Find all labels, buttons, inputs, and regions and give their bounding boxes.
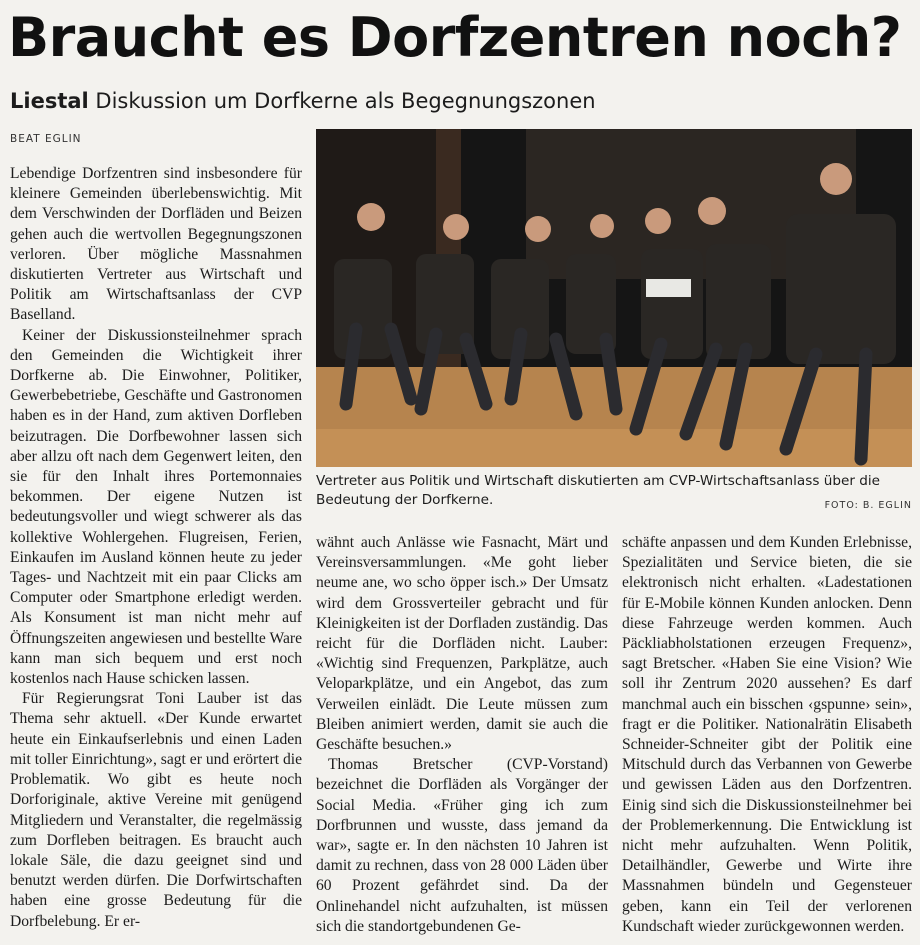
byline: BEAT EGLIN (10, 133, 82, 145)
photo-caption: Vertreter aus Politik und Wirtschaft diskutierten am CVP-Wirtschaftsanlass über die Bedeutung der Dorfkerne. (316, 473, 881, 508)
paragraph: wähnt auch Anlässe wie Fasnacht, Märt und Vereinsversammlungen. «Me goht lieber neume ane, wo scho öpper isch.» Der Umsatz wird dem Grossverteiler gebracht und für Kleinigkeiten ist der Dorfladen zuständig. Das reicht für die Dorfläden nicht. Lauber: «Wichtig sind Frequenzen, Parkplätze, auch Veloparkplätze, und ein Angebot, das zum Verweilen einlädt. Die Leute müssen zum Bleiben animiert werden, damit sie auch die Geschäfte besuchen.» (316, 534, 608, 754)
paragraph: Thomas Bretscher (CVP-Vorstand) bezeichnet die Dorfläden als Vorgänger der Social Media. «Früher ging ich zum Dorfbrunnen und wusste, dass jemand da war», sagte er. In den nächsten 10 Jahren ist damit zu rechnen, dass von 28 000 Läden über 60 Prozent gefährdet sind. Da der Onlinehandel nicht aufzuhalten, ist müssen sich die standortgebundenen Ge- (316, 756, 608, 935)
paragraph: schäfte anpassen und dem Kunden Erlebnisse, Spezialitäten und Service bieten, die sie elektronisch nicht erhalten. «Ladestationen für E-Mobile können Kunden anlocken. Denn diese Fahrzeuge werden kommen. Auch Päckliabholstationen erzeugen Frequenz», sagt Bretscher. «Haben Sie eine Vision? Wie soll ihr Zentrum 2020 aussehen? Es darf manchmal auch ein bisschen ‹gspunne› sein», fragt er die Politiker. Nationalrätin Elisabeth Schneider-Schneiter gibt der Politik eine Mitschuld durch das Verbannen von Gewerbe und gewissen Läden aus den Dorfzentren. Einig sind sich die Diskussionsteilnehmer bei der Problemerkennung. Die Entwicklung ist nicht mehr aufzuhalten. Wenn Politik, Detailhändler, Gewerbe und Wirte ihre Massnahmen bündeln und Gegensteuer geben, kann ein Teil der verlorenen Kundschaft wieder zurückgewonnen werden. (622, 534, 912, 935)
photo-credit: FOTO: B. EGLIN (824, 500, 912, 511)
paragraph: Lebendige Dorfzentren sind insbesondere für kleinere Gemeinden überlebenswichtig. Mit dem Verschwinden der Dorfläden und Beizen gehen auch die wertvollen Begegnungszonen verloren. Über mögliche Massnahmen diskutierten Vertreter aus Wirtschaft und Politik am Wirtschaftsanlass der CVP Baselland. (10, 165, 302, 324)
article-column-3 (622, 533, 912, 937)
paragraph: Keiner der Diskussionsteilnehmer sprach den Gemeinden die Wichtigkeit ihrer Dorfkerne ab. Die Einwohner, Politiker, Gewerbebetriebe, Geschäfte und Gastronomen haben es in der Hand, zum aktiven Dorfleben beizutragen. Die Dorfbewohner lassen sich aber allzu oft nach dem Gegenwert leiten, den sie für den Inhalt ihres Portemonnaies bekommen. Der eigene Nutzen ist bedeutungsvoller und wiegt schwerer als das kollektive Wohlergehen. Flugreisen, Ferien, Einkaufen im Ausland können heute zu jeder Tages- und Nachtzeit mit ein paar Clicks am Computer oder Smartphone erledigt werden. Als Konsument ist man nicht mehr auf Öffnungszeiten angewiesen und bestellte Ware kann man sich bequem und erst noch kostenlos nach Hause schicken lassen. (10, 326, 302, 688)
location-label: Liestal (10, 89, 89, 113)
subheadline (10, 86, 910, 116)
subheadline-text: Diskussion um Dorfkerne als Begegnungszonen (95, 89, 596, 113)
paragraph: Für Regierungsrat Toni Lauber ist das Thema sehr aktuell. «Der Kunde erwartet heute ein Einkaufserlebnis und einen Laden mit toller Einrichtung», sagt er und erörtert die Problematik. Wo gibt es heute noch Dorforiginale, aktive Vereine mit genügend Mitgliedern und Veranstalter, die regelmässig zum Dorfleben beitragen. Es braucht auch lokale Säle, die dazu geeignet sind und benutzt werden dürfen. Die Dorfwirtschaften haben eine grosse Bedeutung für die Dorfbelebung. Er er- (10, 690, 302, 930)
article-column-1 (10, 164, 302, 932)
panel-discussion-photo (316, 129, 912, 467)
article-column-2 (316, 533, 608, 937)
headline: Braucht es Dorfzentren noch? (8, 6, 902, 69)
